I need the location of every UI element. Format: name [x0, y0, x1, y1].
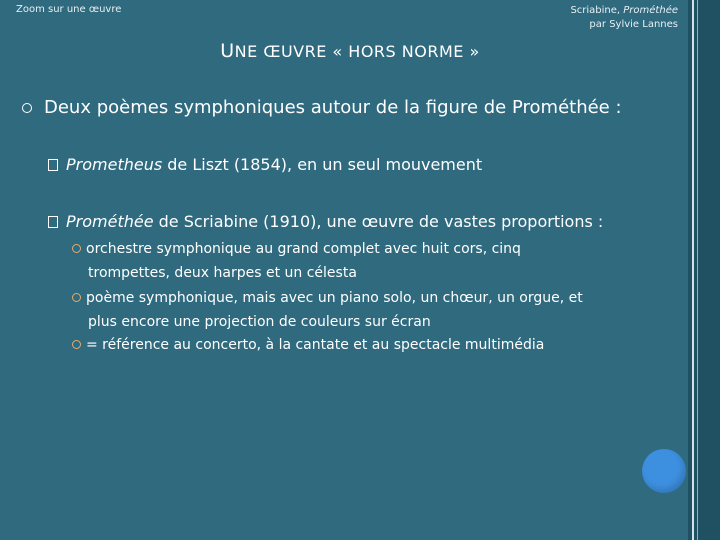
detail-item-orchestra	[72, 237, 672, 285]
orange-ring-icon	[72, 340, 81, 349]
right-divider-line	[692, 0, 694, 540]
sub-item-text	[66, 212, 603, 231]
header-right-text	[570, 4, 678, 32]
right-divider-line-thin	[697, 0, 698, 540]
main-bullet-text: Deux poèmes symphoniques autour de la figure de Prométhée :	[44, 97, 622, 118]
sub-item-liszt	[48, 155, 688, 174]
header-right-author: par Sylvie Lannes	[589, 19, 678, 30]
slide-title	[0, 40, 700, 62]
main-bullet-item	[22, 97, 682, 118]
sub-item-text	[66, 155, 482, 174]
detail-line: = référence au concerto, à la cantate et au spectacle multimédia	[86, 337, 545, 353]
orange-ring-icon	[72, 293, 81, 302]
blue-circle-icon[interactable]	[642, 449, 686, 493]
sub-item-italic: Prometheus	[66, 155, 163, 174]
detail-item-poeme	[72, 286, 672, 334]
sub-item-rest: de Scriabine (1910), une œuvre de vastes proportions :	[153, 212, 604, 231]
title-rest: NE ŒUVRE « HORS NORME »	[234, 42, 480, 61]
sub-item-scriabine	[48, 212, 688, 231]
detail-item-reference	[72, 333, 672, 357]
header-right-italic: Prométhée	[623, 5, 678, 16]
detail-line: orchestre symphonique au grand complet avec huit cors, cinq	[86, 241, 521, 257]
square-bullet-icon	[48, 159, 58, 171]
header-right-prefix: Scriabine,	[570, 5, 624, 16]
hollow-circle-icon	[22, 103, 32, 113]
sub-item-italic: Prométhée	[66, 212, 154, 231]
sub-item-rest: de Liszt (1854), en un seul mouvement	[162, 155, 483, 174]
orange-ring-icon	[72, 244, 81, 253]
square-bullet-icon	[48, 216, 58, 228]
detail-line: poème symphonique, mais avec un piano solo, un chœur, un orgue, et	[86, 290, 583, 306]
title-initial: U	[220, 40, 235, 62]
detail-line-wrap: trompettes, deux harpes et un célesta	[88, 265, 357, 281]
header-left-text: Zoom sur une œuvre	[16, 4, 122, 15]
detail-line-wrap: plus encore une projection de couleurs sur écran	[88, 314, 431, 330]
